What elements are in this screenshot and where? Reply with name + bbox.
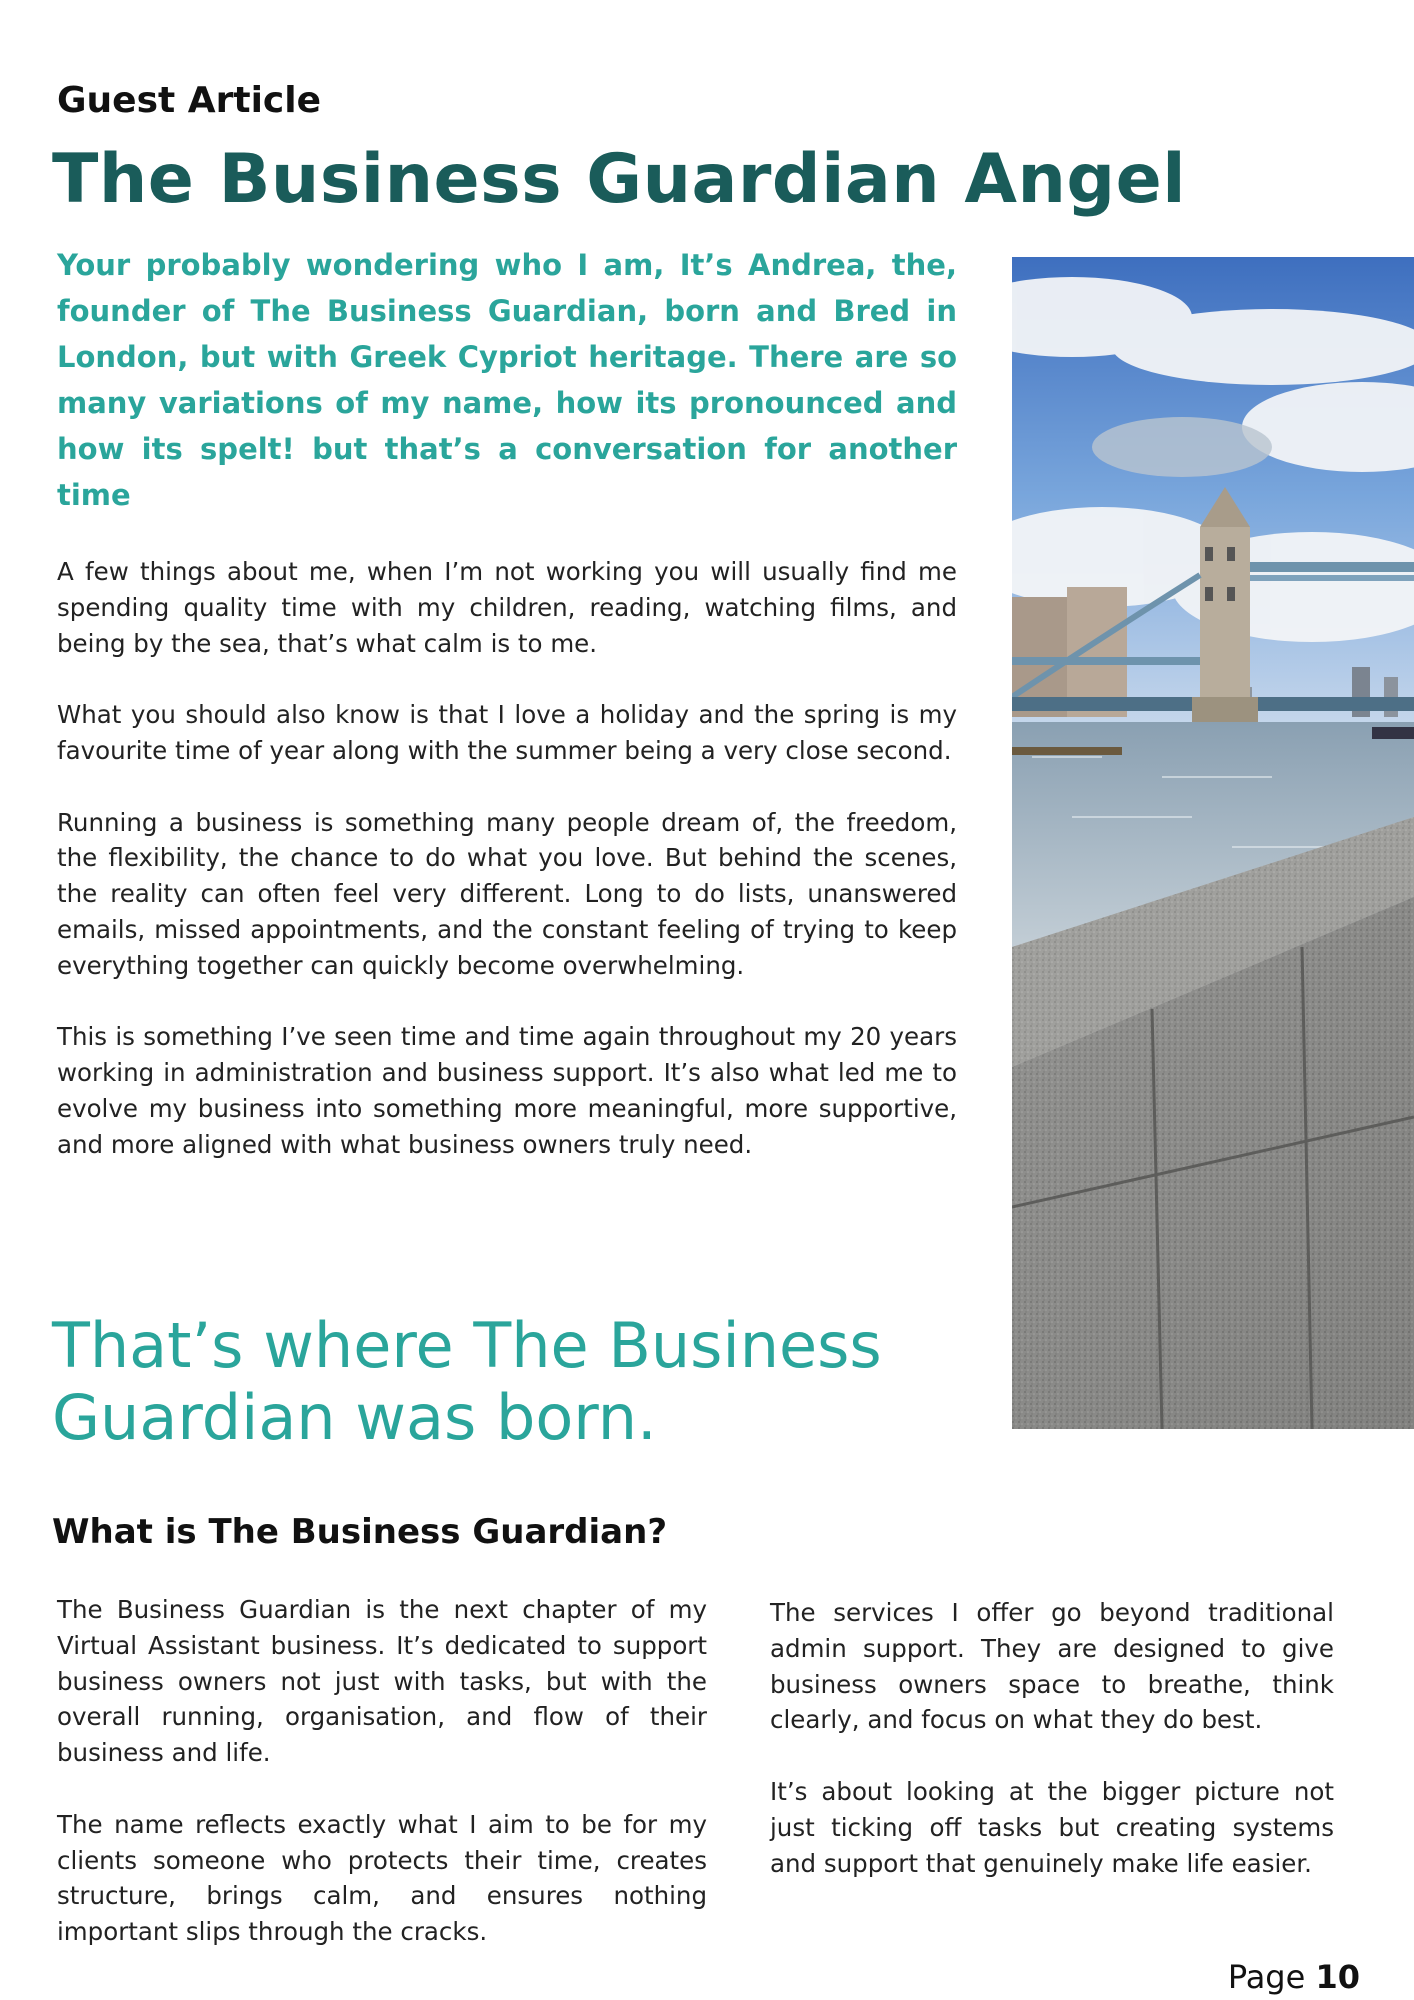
body-paragraph: A few things about me, when I’m not working you will usually find me spending quality time with my children, reading, watching films, and being by the sea, that’s what calm is to me. <box>57 557 957 658</box>
body-paragraph: The Business Guardian is the next chapter of my Virtual Assistant business. It’s dedicated to support business owners not just with tasks, but with the overall running, organisation, and flow of their business and life. <box>57 1595 707 1768</box>
article-kicker: Guest Article <box>57 80 322 121</box>
section-heading: What is The Business Guardian? <box>52 1512 668 1552</box>
section-left-column <box>57 1592 707 1986</box>
page-label: Page <box>1227 1958 1306 1996</box>
body-paragraph: It’s about looking at the bigger picture not just ticking off tasks but creating systems and support that genuinely make life easier. <box>770 1776 1334 1878</box>
body-paragraph: The services I offer go beyond traditional admin support. They are designed to give business owners space to breathe, think clearly, and focus on what they do best. <box>770 1598 1334 1735</box>
page-number-value: 10 <box>1315 1958 1360 1996</box>
tower-bridge-photo <box>1012 257 1414 1429</box>
page-number <box>1228 1958 1360 1996</box>
body-paragraph: What you should also know is that I love a holiday and the spring is my favourite time of year along with the summer being a very close second. <box>57 700 957 765</box>
article-title: The Business Guardian Angel <box>52 140 1187 219</box>
body-paragraph: Running a business is something many people dream of, the freedom, the flexibility, the chance to do what you love. But behind the scenes, the reality can often feel very different. Long to do lists, unanswered emails, missed appointments, and the constant feeling of trying to keep everything together can quickly become overwhelming. <box>57 807 957 980</box>
pull-quote: That’s where The Business Guardian was born. <box>52 1309 882 1454</box>
body-paragraph: This is something I’ve seen time and time again throughout my 20 years working in administration and business support. It’s also what led me to evolve my business into something more meaningful, more supportive, and more aligned with what business owners truly need. <box>57 1022 957 1159</box>
lead-paragraph: Your probably wondering who I am, It’s Andrea, the, founder of The Business Guardian, born and Bred in London, but with Greek Cypriot heritage. There are so many variations of my name, how its pronounced and how its spelt! but that’s a conversation for another time <box>57 248 957 512</box>
intro-body <box>57 554 957 1198</box>
section-right-column <box>770 1595 1334 1917</box>
body-paragraph: The name reflects exactly what I aim to be for my clients someone who protects their time, creates structure, brings calm, and ensures nothing important slips through the cracks. <box>57 1809 707 1947</box>
